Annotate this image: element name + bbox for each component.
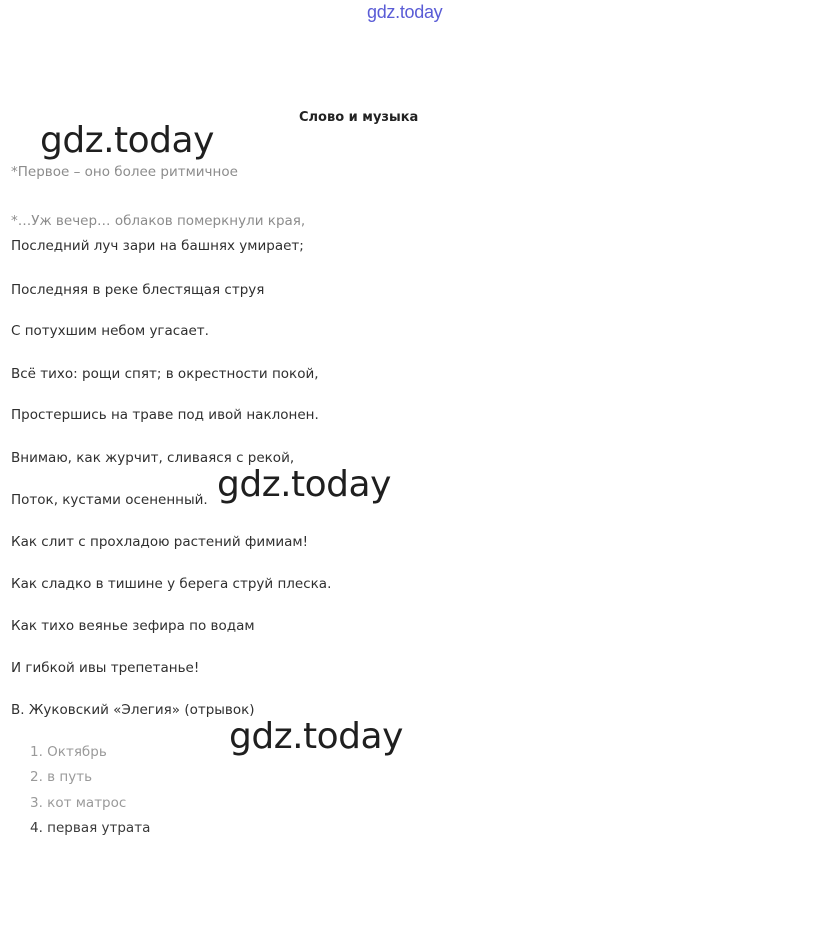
list-item: 2. в путь bbox=[30, 769, 93, 785]
poem-line: Простершись на траве под ивой наклонен. bbox=[11, 407, 319, 423]
list-item: 4. первая утрата bbox=[30, 820, 151, 836]
watermark: gdz.today bbox=[217, 464, 391, 505]
poem-line: И гибкой ивы трепетанье! bbox=[11, 660, 200, 676]
watermark: gdz.today bbox=[40, 120, 214, 161]
poem-line: Внимаю, как журчит, сливаяся с рекой, bbox=[11, 450, 295, 466]
poem-line: Как сладко в тишине у берега струй плеска. bbox=[11, 576, 332, 592]
poem-line: Как тихо веянье зефира по водам bbox=[11, 618, 255, 634]
site-brand-link[interactable]: gdz.today bbox=[367, 2, 443, 22]
poem-line: Последний луч зари на башнях умирает; bbox=[11, 238, 304, 254]
poem-line: С потухшим небом угасает. bbox=[11, 323, 209, 339]
poem-line: Как слит с прохладою растений фимиам! bbox=[11, 534, 309, 550]
poem-attribution: В. Жуковский «Элегия» (отрывок) bbox=[11, 702, 255, 718]
list-item: 3. кот матрос bbox=[30, 795, 127, 811]
poem-line: Всё тихо: рощи спят; в окрестности покой, bbox=[11, 366, 319, 382]
document-title: Слово и музыка bbox=[299, 110, 419, 125]
answer-line: *Первое – оно более ритмичное bbox=[11, 164, 238, 180]
poem-line: *…Уж вечер… облаков померкнули края, bbox=[11, 213, 306, 229]
poem-line: Последняя в реке блестящая струя bbox=[11, 282, 265, 298]
watermark: gdz.today bbox=[229, 716, 403, 757]
poem-line: Поток, кустами осененный. bbox=[11, 492, 208, 508]
list-item: 1. Октябрь bbox=[30, 744, 107, 760]
